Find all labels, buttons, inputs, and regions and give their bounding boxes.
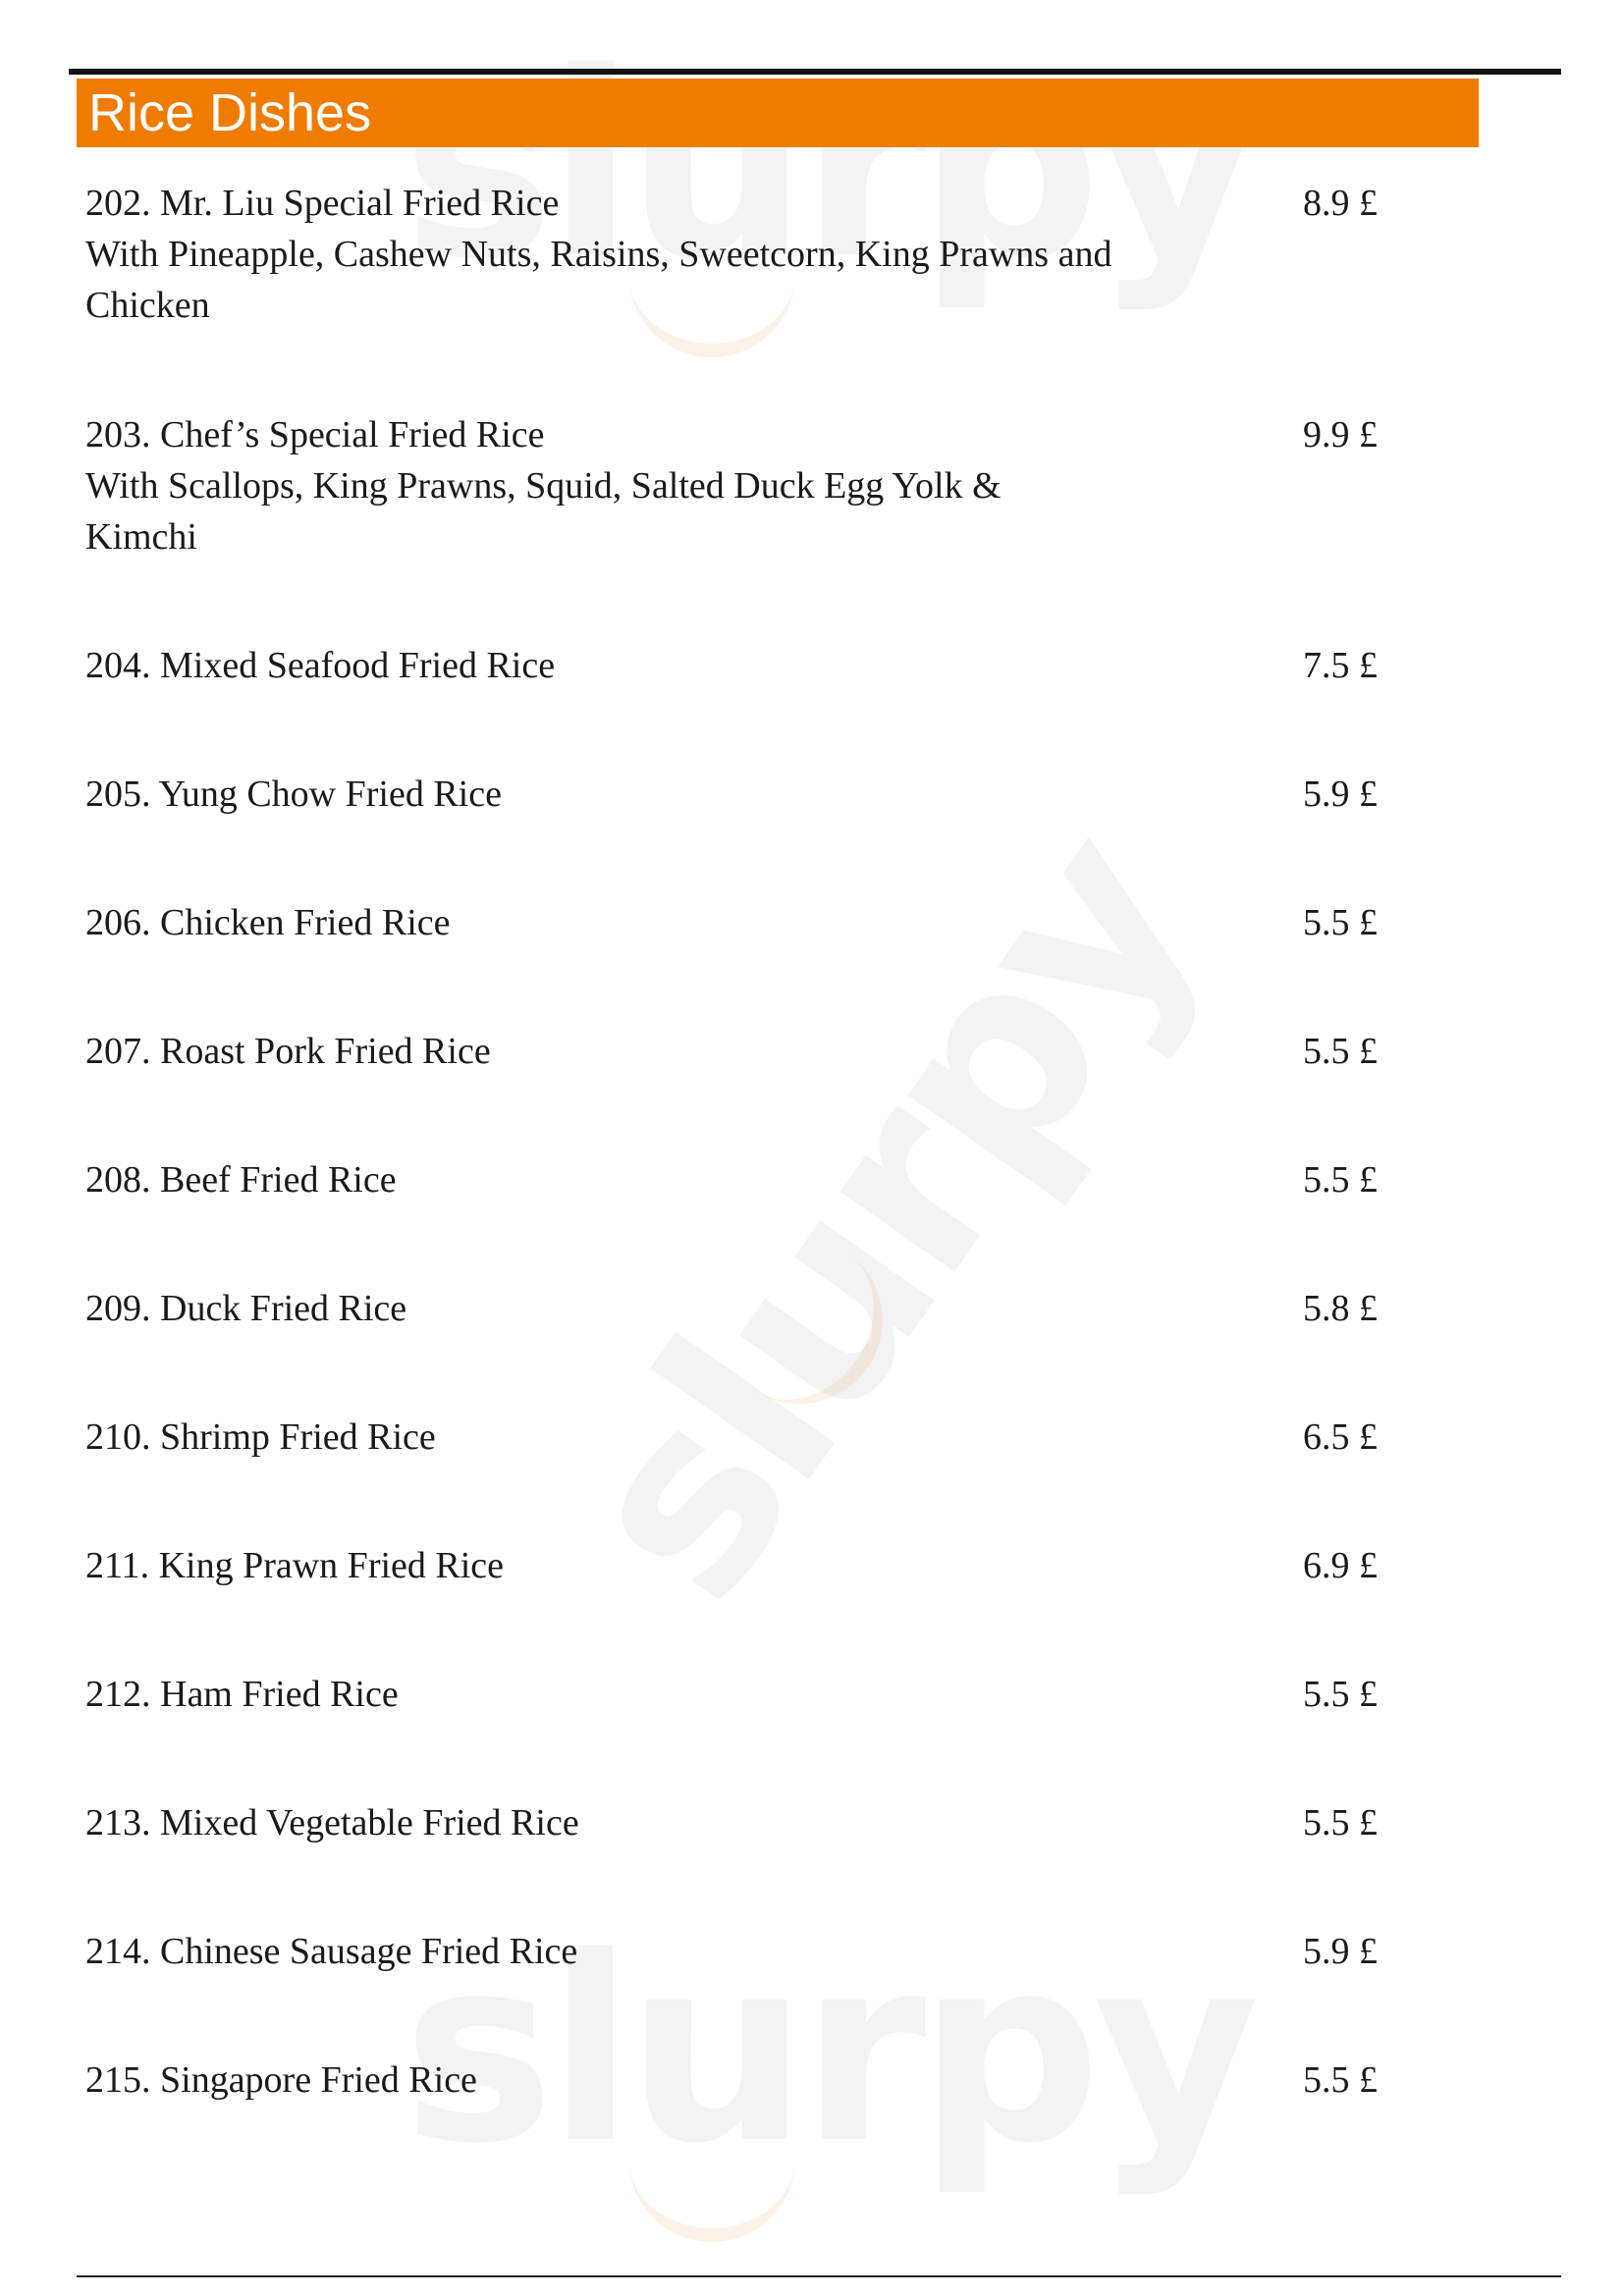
menu-item-name: 206. Chicken Fried Rice bbox=[85, 902, 451, 943]
menu-item-price: 5.8 £ bbox=[1303, 1288, 1378, 1329]
menu-item bbox=[85, 178, 1431, 326]
menu-item-price: 5.5 £ bbox=[1303, 1159, 1378, 1201]
bottom-divider bbox=[77, 2275, 1561, 2277]
menu-item-price: 6.9 £ bbox=[1303, 1545, 1378, 1586]
menu-item-name: 212. Ham Fried Rice bbox=[85, 1674, 399, 1715]
menu-item bbox=[85, 1926, 1431, 2044]
menu-item bbox=[85, 1412, 1431, 1529]
menu-item-name: 204. Mixed Seafood Fried Rice bbox=[85, 645, 556, 686]
menu-item bbox=[85, 1283, 1431, 1401]
menu-item-description: With Pineapple, Cashew Nuts, Raisins, Sweetcorn, King Prawns and Chicken bbox=[85, 234, 1112, 326]
menu-item-price: 8.9 £ bbox=[1303, 183, 1378, 224]
menu-item-price: 7.5 £ bbox=[1303, 645, 1378, 686]
menu-item bbox=[85, 1540, 1431, 1658]
section-title: Rice Dishes bbox=[88, 83, 372, 142]
menu-item-name: 208. Beef Fried Rice bbox=[85, 1159, 397, 1201]
menu-item-price: 5.9 £ bbox=[1303, 1931, 1378, 1972]
menu-item-price: 5.5 £ bbox=[1303, 1674, 1378, 1715]
menu-item-price: 5.5 £ bbox=[1303, 2059, 1378, 2101]
menu-item bbox=[85, 897, 1431, 1015]
menu-item-name: 207. Roast Pork Fried Rice bbox=[85, 1031, 491, 1072]
menu-item-price: 9.9 £ bbox=[1303, 414, 1378, 455]
menu-item-name: 214. Chinese Sausage Fried Rice bbox=[85, 1931, 578, 1972]
menu-item-name: 213. Mixed Vegetable Fried Rice bbox=[85, 1802, 579, 1843]
menu-item-name: 203. Chef’s Special Fried Rice bbox=[85, 414, 545, 455]
menu-item-price: 5.5 £ bbox=[1303, 1031, 1378, 1072]
menu-item bbox=[85, 1154, 1431, 1272]
menu-item-price: 5.5 £ bbox=[1303, 902, 1378, 943]
menu-item-name: 215. Singapore Fried Rice bbox=[85, 2059, 477, 2101]
menu-item-price: 6.5 £ bbox=[1303, 1416, 1378, 1458]
menu-item-name: 202. Mr. Liu Special Fried Rice bbox=[85, 183, 560, 224]
menu-item-name: 205. Yung Chow Fried Rice bbox=[85, 774, 502, 815]
menu-item-description: With Scallops, King Prawns, Squid, Salted Duck Egg Yolk & Kimchi bbox=[85, 465, 1001, 558]
menu-item-price: 5.9 £ bbox=[1303, 774, 1378, 815]
menu-item-price: 5.5 £ bbox=[1303, 1802, 1378, 1843]
menu-item-name: 210. Shrimp Fried Rice bbox=[85, 1416, 436, 1458]
menu-item-name: 211. King Prawn Fried Rice bbox=[85, 1545, 505, 1586]
menu-item bbox=[85, 1669, 1431, 1787]
menu-item bbox=[85, 1026, 1431, 1144]
menu-item bbox=[85, 2055, 1431, 2172]
menu-item bbox=[85, 640, 1431, 758]
menu-item bbox=[85, 769, 1431, 886]
menu-item bbox=[85, 1797, 1431, 1915]
menu-item-name: 209. Duck Fried Rice bbox=[85, 1288, 407, 1329]
menu-item bbox=[85, 409, 1431, 558]
